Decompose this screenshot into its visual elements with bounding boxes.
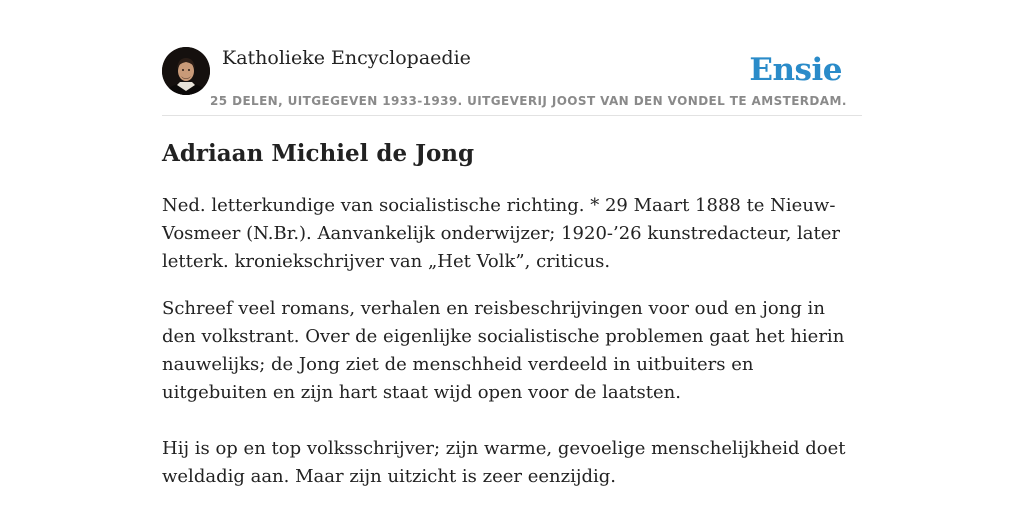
article-paragraph: Hij is op en top volksschrijver; zijn warme, gevoelige menschelijkheid doet weldadig aan. Maar zijn uitzicht is zeer eenzijdig. (162, 438, 846, 487)
brand-logo[interactable]: Ensie (749, 52, 842, 88)
page-header (162, 44, 862, 116)
article-paragraph: Schreef veel romans, verhalen en reisbeschrijvingen voor oud en jong in den volkstrant. Over de eigenlijke socialistische problemen gaat het hierin nauwelijks; de Jong ziet de menschheid verdeeld in uitbuiters en uitgebuiten en zijn hart staat wijd open voor de laatsten. (162, 298, 845, 403)
article-paragraph: Ned. letterkundige van socialistische richting. * 29 Maart 1888 te Nieuw-Vosmeer (N.Br.). Aanvankelijk onderwijzer; 1920-’26 kunstredacteur, later letterk. kroniekschrijver van „Het Volk”, criticus. (162, 195, 841, 272)
article-body (162, 192, 862, 510)
portrait-icon[interactable] (162, 47, 210, 95)
article-title: Adriaan Michiel de Jong (162, 140, 475, 167)
source-title[interactable]: Katholieke Encyclopaedie (222, 47, 471, 69)
source-subtitle: 25 DELEN, UITGEGEVEN 1933-1939. UITGEVERIJ JOOST VAN DEN VONDEL TE AMSTERDAM. (210, 94, 847, 108)
